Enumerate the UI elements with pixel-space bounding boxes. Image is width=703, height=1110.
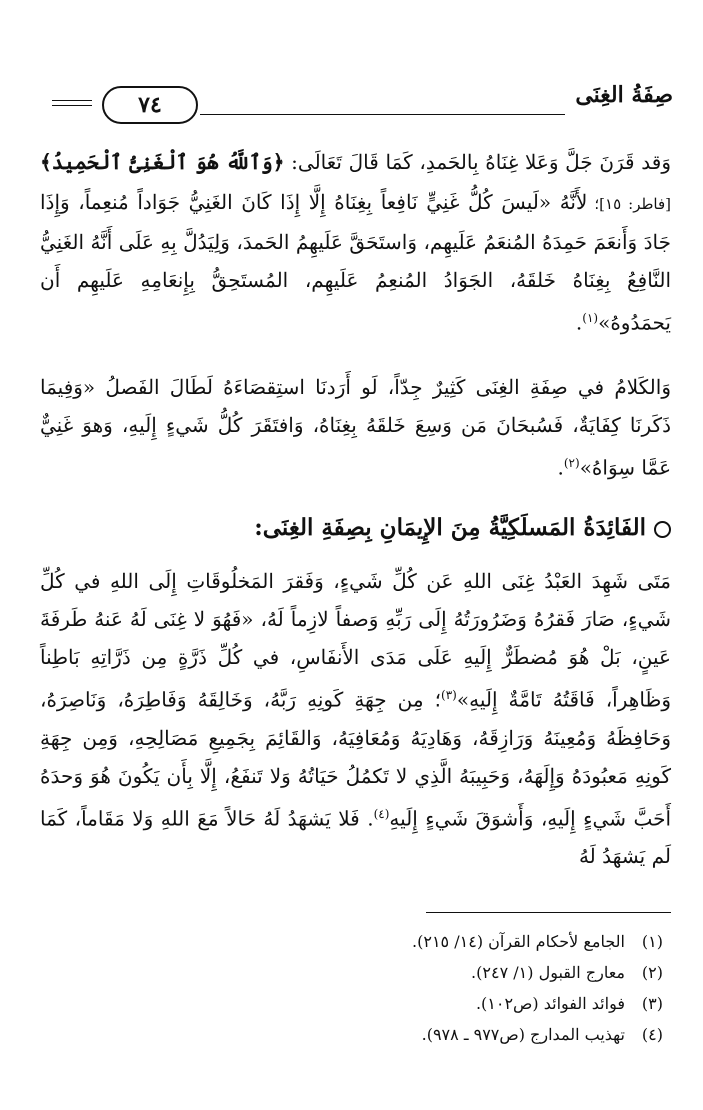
footnote-number: (٣) <box>641 994 663 1013</box>
footnote-item <box>40 957 663 988</box>
running-title: صِفَةُ الغِنَى <box>575 82 673 108</box>
paragraph-2-end: . <box>557 455 564 480</box>
paragraph-2 <box>40 368 671 487</box>
page-header <box>40 80 673 120</box>
footnote-text: تهذيب المدارج (ص٩٧٧ ـ ٩٧٨). <box>421 1025 625 1044</box>
paragraph-1-text-b: لأَنَّهُ «لَيسَ كُلُّ غَنِيٍّ نَافِعاً بِغِنَاهُ إِلَّا إِذَا كَانَ الغَنِيُّ جَوَاداً مُنعِماً، وَإِذَا جَادَ وَأَنعَمَ حَمِدَهُ المُنعَمُ عَلَيهِم، وَاستَحَقَّ عَلَيهِمُ الحَمدَ، وَلِيَدُلَّ بِهِ عَلَى أَنَّهُ الغَنِيُّ النَّافِعُ بِغِنَاهُ خَلقَهُ، الجَوَادُ المُنعِمُ عَلَيهِم، المُستَحِقُّ بِإِنعَامِهِ عَلَيهِم أَن يَحمَدُوهُ» <box>40 190 671 335</box>
page-number-marker <box>52 100 92 110</box>
footnote-item <box>40 1019 663 1050</box>
paragraph-3-text-b: ؛ مِن جِهَةِ كَونِهِ رَبَّهُ، وَخَالِقَهُ وَفَاطِرَهُ، وَنَاصِرَهُ، وَحَافِظَهُ وَمُعِينَهُ وَرَازِقَهُ، وَهَادِيَهُ وَمُعَافِيَهُ، وَالقَائِمَ بِجَمِيعِ مَصَالِحِهِ، وَمِن جِهَةِ كَونِهِ مَعبُودَهُ وَإِلَهَهُ، وَحَبِيبَهُ الَّذِي لا تَكمُلُ حَيَاتُهُ وَلا تَنفَعُ، إِلَّا بِأَن يَكُونَ هُوَ وَحدَهُ أَحَبَّ شَيءٍ إِلَيهِ، وَأَشوَقَ شَيءٍ إِلَيهِ <box>40 687 671 831</box>
footnote-number: (١) <box>641 932 663 951</box>
paragraph-1 <box>40 143 671 342</box>
footnote-ref-3: (٣) <box>441 688 457 702</box>
paragraph-1-end: . <box>575 310 583 335</box>
paragraph-3-text-c: . فَلا يَشهَدُ لَهُ حَالاً مَعَ اللهِ وَلا مَقَاماً، كَمَا لَم يَشهَدُ لَهُ <box>40 806 671 869</box>
footnote-number: (٤) <box>641 1025 663 1044</box>
quran-verse: ﴿وَٱللَّهُ هُوَ ٱلْغَنِىُّ ٱلْحَمِيدُ﴾ <box>40 150 285 174</box>
footnote-ref-2: (٢) <box>563 456 580 470</box>
section-heading-text: الفَائِدَةُ المَسلَكِيَّةُ مِنَ الإِيمَانِ بِصِفَةِ الغِنَى: <box>254 514 646 541</box>
footnote-ref-4: (٤) <box>373 806 390 821</box>
paragraph-3-text-a: مَتَى شَهِدَ العَبْدُ غِنَى اللهِ عَن كُلِّ شَيءٍ، وَفَقرَ المَخلُوقَاتِ إِلَى اللهِ في كُلِّ شَيءٍ، صَارَ فَقرُهُ وَضَرُورَتُهُ إِلَى رَبِّهِ وَصفاً لازِماً لَهُ، «فَهُوَ لا غِنَى لَهُ عَنهُ طَرفَةَ عَينٍ، بَلْ هُوَ مُضطَرٌّ إِلَيهِ عَلَى مَدَى الأَنفَاسِ، في كُلِّ ذَرَّةٍ مِن ذَرَّاتِهِ بَاطِناً وَظَاهِراً، فَاقَتُهُ تَامَّةٌ إِلَيهِ» <box>40 569 672 712</box>
section-heading <box>40 508 671 548</box>
footnote-item <box>40 926 663 957</box>
paragraph-1-text-a: وَقد قَرَنَ جَلَّ وَعَلا غِنَاهُ بِالحَمدِ، كَمَا قَالَ تَعَالَى: <box>284 150 672 174</box>
footnotes <box>40 926 663 1050</box>
footnote-number: (٢) <box>641 963 663 982</box>
header-rule <box>200 114 565 115</box>
circle-bullet-icon <box>654 521 671 538</box>
footnote-text: فوائد الفوائد (ص١٠٢). <box>475 994 625 1013</box>
footnote-item <box>40 988 663 1019</box>
verse-citation: [فاطر: ١٥]؛ <box>587 195 671 213</box>
footnote-ref-1: (١) <box>582 311 599 325</box>
page-number: ٧٤ <box>102 86 198 124</box>
footnote-text: الجامع لأحكام القرآن (١٤/ ٢١٥). <box>412 932 625 951</box>
footnote-separator <box>426 912 671 913</box>
paragraph-2-text: وَالكَلامُ في صِفَةِ الغِنَى كَثِيرٌ جِدّاً، لَو أَرَدنَا استِقصَاءَهُ لَطَالَ الفَصلُ «وَفِيمَا ذَكَرنَا كِفَايَةٌ، فَسُبحَانَ مَن وَسِعَ خَلقَهُ بِغِنَاهُ، وَافتَقَرَ كُلُّ شَيءٍ إِلَيهِ، وَهوَ غَنِيٌّ عَمَّا سِوَاهُ» <box>40 375 671 480</box>
paragraph-3 <box>40 562 671 875</box>
footnote-text: معارج القبول (١/ ٢٤٧). <box>471 963 625 982</box>
